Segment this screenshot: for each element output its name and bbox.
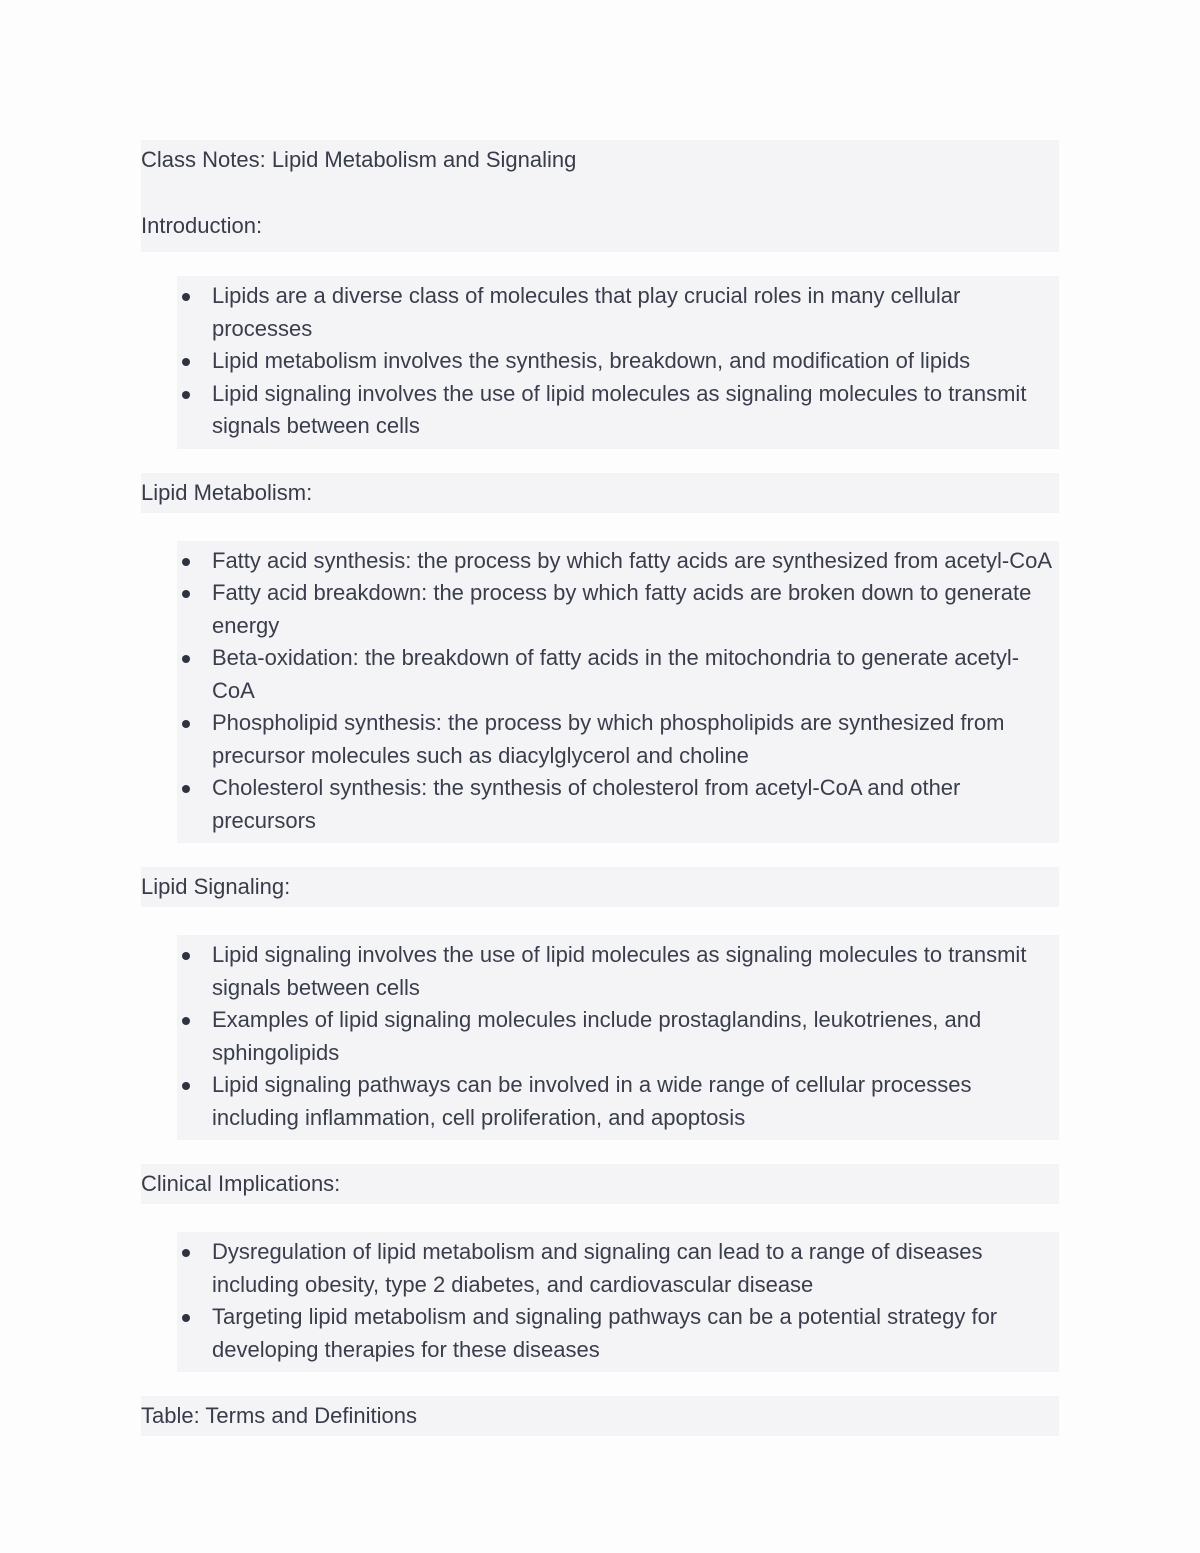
bullet-icon bbox=[182, 1017, 190, 1025]
list-item-text: Phospholipid synthesis: the process by which phospholipids are synthesized from precursor molecules such as diacylglycerol and choline bbox=[212, 710, 1005, 768]
list-item bbox=[177, 577, 1059, 642]
list-item bbox=[177, 642, 1059, 707]
list-item bbox=[177, 939, 1059, 1004]
list-item-text: Lipid metabolism involves the synthesis, breakdown, and modification of lipids bbox=[212, 348, 971, 373]
section-heading-introduction: Introduction: bbox=[141, 213, 263, 238]
lipid-metabolism-list bbox=[177, 541, 1059, 844]
list-item bbox=[177, 345, 1059, 378]
bullet-icon bbox=[182, 293, 190, 301]
bullet-icon bbox=[182, 655, 190, 663]
table-heading: Table: Terms and Definitions bbox=[141, 1403, 417, 1428]
heading-block-lipid-signaling bbox=[141, 867, 1059, 907]
bullet-icon bbox=[182, 358, 190, 366]
lipid-signaling-list bbox=[177, 935, 1059, 1140]
list-item bbox=[177, 1236, 1059, 1301]
list-item-text: Lipid signaling pathways can be involved in a wide range of cellular processes including inflammation, cell proliferation, and apoptosis bbox=[212, 1072, 972, 1130]
bullet-icon bbox=[182, 952, 190, 960]
bullet-icon bbox=[182, 785, 190, 793]
list-item bbox=[177, 545, 1059, 578]
list-item bbox=[177, 1004, 1059, 1069]
section-heading-clinical-implications: Clinical Implications: bbox=[141, 1171, 341, 1196]
list-item-text: Fatty acid synthesis: the process by which fatty acids are synthesized from acetyl-CoA bbox=[212, 547, 1053, 573]
title-block bbox=[141, 140, 1059, 252]
bullet-icon bbox=[182, 1249, 190, 1257]
list-item-text: Cholesterol synthesis: the synthesis of cholesterol from acetyl-CoA and other precursors bbox=[212, 775, 961, 833]
section-heading-lipid-metabolism: Lipid Metabolism: bbox=[141, 479, 313, 505]
document-title: Class Notes: Lipid Metabolism and Signaling bbox=[141, 147, 577, 172]
list-item bbox=[177, 280, 1059, 345]
list-item-text: Examples of lipid signaling molecules include prostaglandins, leukotrienes, and sphingolipids bbox=[212, 1007, 982, 1065]
list-item-text: Targeting lipid metabolism and signaling pathways can be a potential strategy for developing therapies for these diseases bbox=[212, 1304, 998, 1362]
bullet-icon bbox=[182, 558, 190, 566]
list-item bbox=[177, 378, 1059, 443]
list-item-text: Lipid signaling involves the use of lipid molecules as signaling molecules to transmit signals between cells bbox=[212, 380, 1027, 438]
bullet-icon bbox=[182, 391, 190, 399]
list-item-text: Dysregulation of lipid metabolism and signaling can lead to a range of diseases including obesity, type 2 diabetes, and cardiovascular disease bbox=[212, 1239, 983, 1297]
heading-block-clinical-implications bbox=[141, 1164, 1059, 1204]
list-item-text: Beta-oxidation: the breakdown of fatty acids in the mitochondria to generate acetyl-CoA bbox=[212, 645, 1020, 703]
bullet-icon bbox=[182, 720, 190, 728]
document-page bbox=[141, 140, 1059, 1436]
bullet-icon bbox=[182, 590, 190, 598]
list-item bbox=[177, 707, 1059, 772]
section-heading-lipid-signaling: Lipid Signaling: bbox=[141, 874, 291, 899]
bullet-icon bbox=[182, 1314, 190, 1322]
heading-block-table bbox=[141, 1396, 1059, 1436]
list-item-text: Fatty acid breakdown: the process by which fatty acids are broken down to generate energy bbox=[212, 580, 1032, 638]
bullet-icon bbox=[182, 1082, 190, 1090]
introduction-list bbox=[177, 276, 1059, 449]
list-item bbox=[177, 1301, 1059, 1366]
list-item bbox=[177, 772, 1059, 837]
clinical-implications-list bbox=[177, 1232, 1059, 1372]
list-item-text: Lipids are a diverse class of molecules that play crucial roles in many cellular processes bbox=[212, 283, 961, 341]
heading-block-lipid-metabolism bbox=[141, 473, 1059, 513]
list-item bbox=[177, 1069, 1059, 1134]
list-item-text: Lipid signaling involves the use of lipid molecules as signaling molecules to transmit signals between cells bbox=[212, 942, 1027, 1000]
